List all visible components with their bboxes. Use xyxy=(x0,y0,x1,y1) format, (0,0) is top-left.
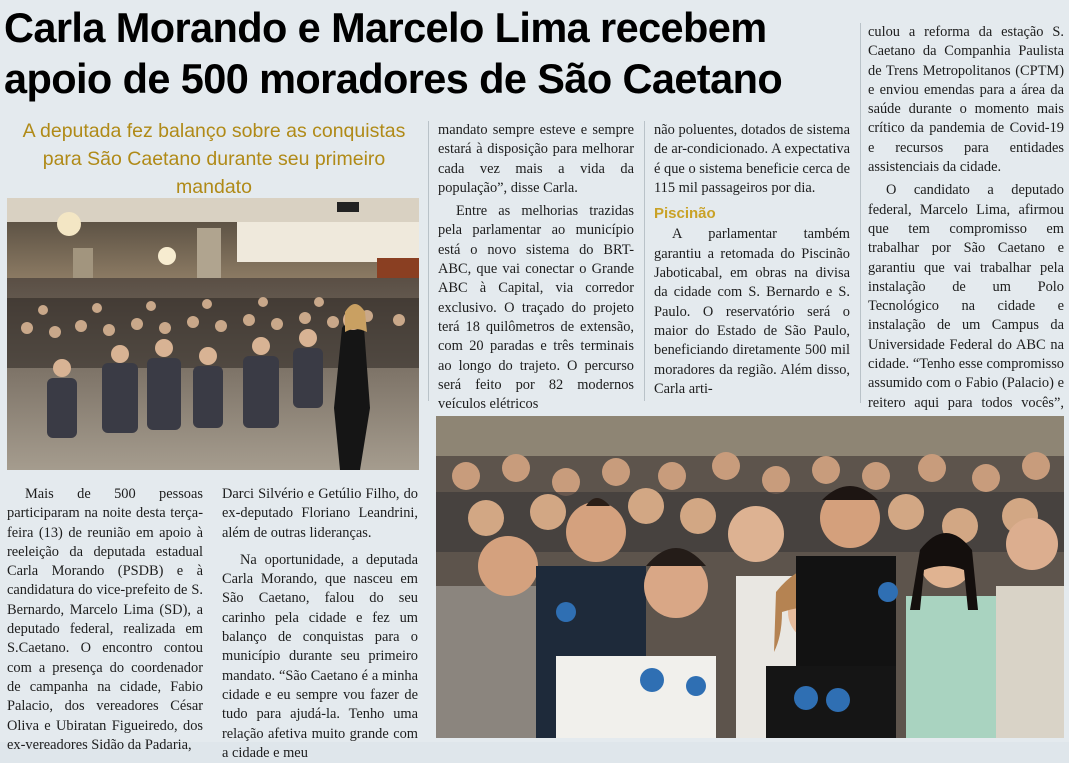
paragraph: não poluentes, dotados de sistema de ar-condicionado. A expectativa é que o sistema beneficie cerca de 115 mil passageiros por dia. xyxy=(654,122,850,196)
column-divider xyxy=(860,23,861,403)
article-column-3 xyxy=(438,121,634,414)
section-heading: Piscinão xyxy=(654,205,716,223)
paragraph: Mais de 500 pessoas participaram na noite desta terça-feira (13) de reunião em apoio à reeleição da deputada estadual Carla Morando (PSDB) e à candidatura do vice-prefeito de S. Bernardo, Marcelo Lima (SD), a deputado federal, realizada em S.Caetano. O encontro contou com a presença do coordenador de campanha na cidade, Fabio Palacio, dos vereadores César Oliva e Ubiratan Figueiredo, dos ex-vereadores Sidão da Padaria, xyxy=(7,486,203,753)
paragraph: mandato sempre esteve e sempre estará à disposição para melhorar cada vez mais a vida da população”, disse Carla. xyxy=(438,122,634,196)
paragraph: Na oportunidade, a deputada Carla Morando, que nasceu em São Caetano, falou do seu carinho pela cidade e fez um balanço de conquistas para o município durante seu primeiro mandato. “São Caetano é a minha cidade e eu sempre vou fazer de tudo para ajudá-la. Tenho uma relação afetiva muito grande com a cidade e meu xyxy=(222,551,418,761)
candidates-crowd-photo xyxy=(436,416,1064,738)
article-column-2 xyxy=(222,485,418,763)
article-column-4 xyxy=(654,121,850,399)
paragraph: A parlamentar também garantiu a retomada do Piscinão Jaboticabal, em obras na divisa da cidade com S. Bernardo e S. Paulo. O reservatório será o maior do Estado de São Paulo, beneficiando diretamente 500 mil moradores da região. Além disso, Carla arti- xyxy=(654,226,850,397)
paragraph: Entre as melhorias trazidas pela parlamentar ao município está o novo sistema do BRT-ABC, que vai conectar o Grande ABC à Capital, via corredor exclusivo. O traçado do projeto terá 18 quilômetros de extensão, com 20 paradas e três terminais ao longo do trajeto. O percurso será feito por 82 modernos veículos elétricos xyxy=(438,203,634,413)
paragraph: O candidato a deputado federal, Marcelo Lima, afirmou que tem compromisso em trabalhar por São Caetano e garantiu que vai trabalhar pela instalação de um Polo Tecnológico na cidade e instalação de um Campus da Universidade Federal do ABC na cidade. “Tenho esse compromisso assumido com o Fabio (Palacio) e reitero aqui para todos vocês”, xyxy=(868,182,1064,411)
column-divider xyxy=(428,121,429,401)
article-column-1 xyxy=(7,485,203,755)
paragraph: culou a reforma da estação S. Caetano da Companhia Paulista de Trens Metropolitanos (CPTM) e enviou emendas para a área da saúde durante o momento mais crítico da pandemia de Covid-19 e recursos para entidades assistenciais da cidade. xyxy=(868,24,1064,176)
paragraph: Darci Silvério e Getúlio Filho, do ex-deputado Floriano Leandrini, além de outras lideranças. xyxy=(222,486,418,541)
headline: Carla Morando e Marcelo Lima recebem apoio de 500 moradores de São Caetano xyxy=(4,4,783,102)
event-audience-photo xyxy=(7,198,419,470)
column-divider xyxy=(644,121,645,401)
subheadline: A deputada fez balanço sobre as conquistas para São Caetano durante seu primeiro mandato xyxy=(22,120,406,198)
article-column-5 xyxy=(868,23,1064,432)
